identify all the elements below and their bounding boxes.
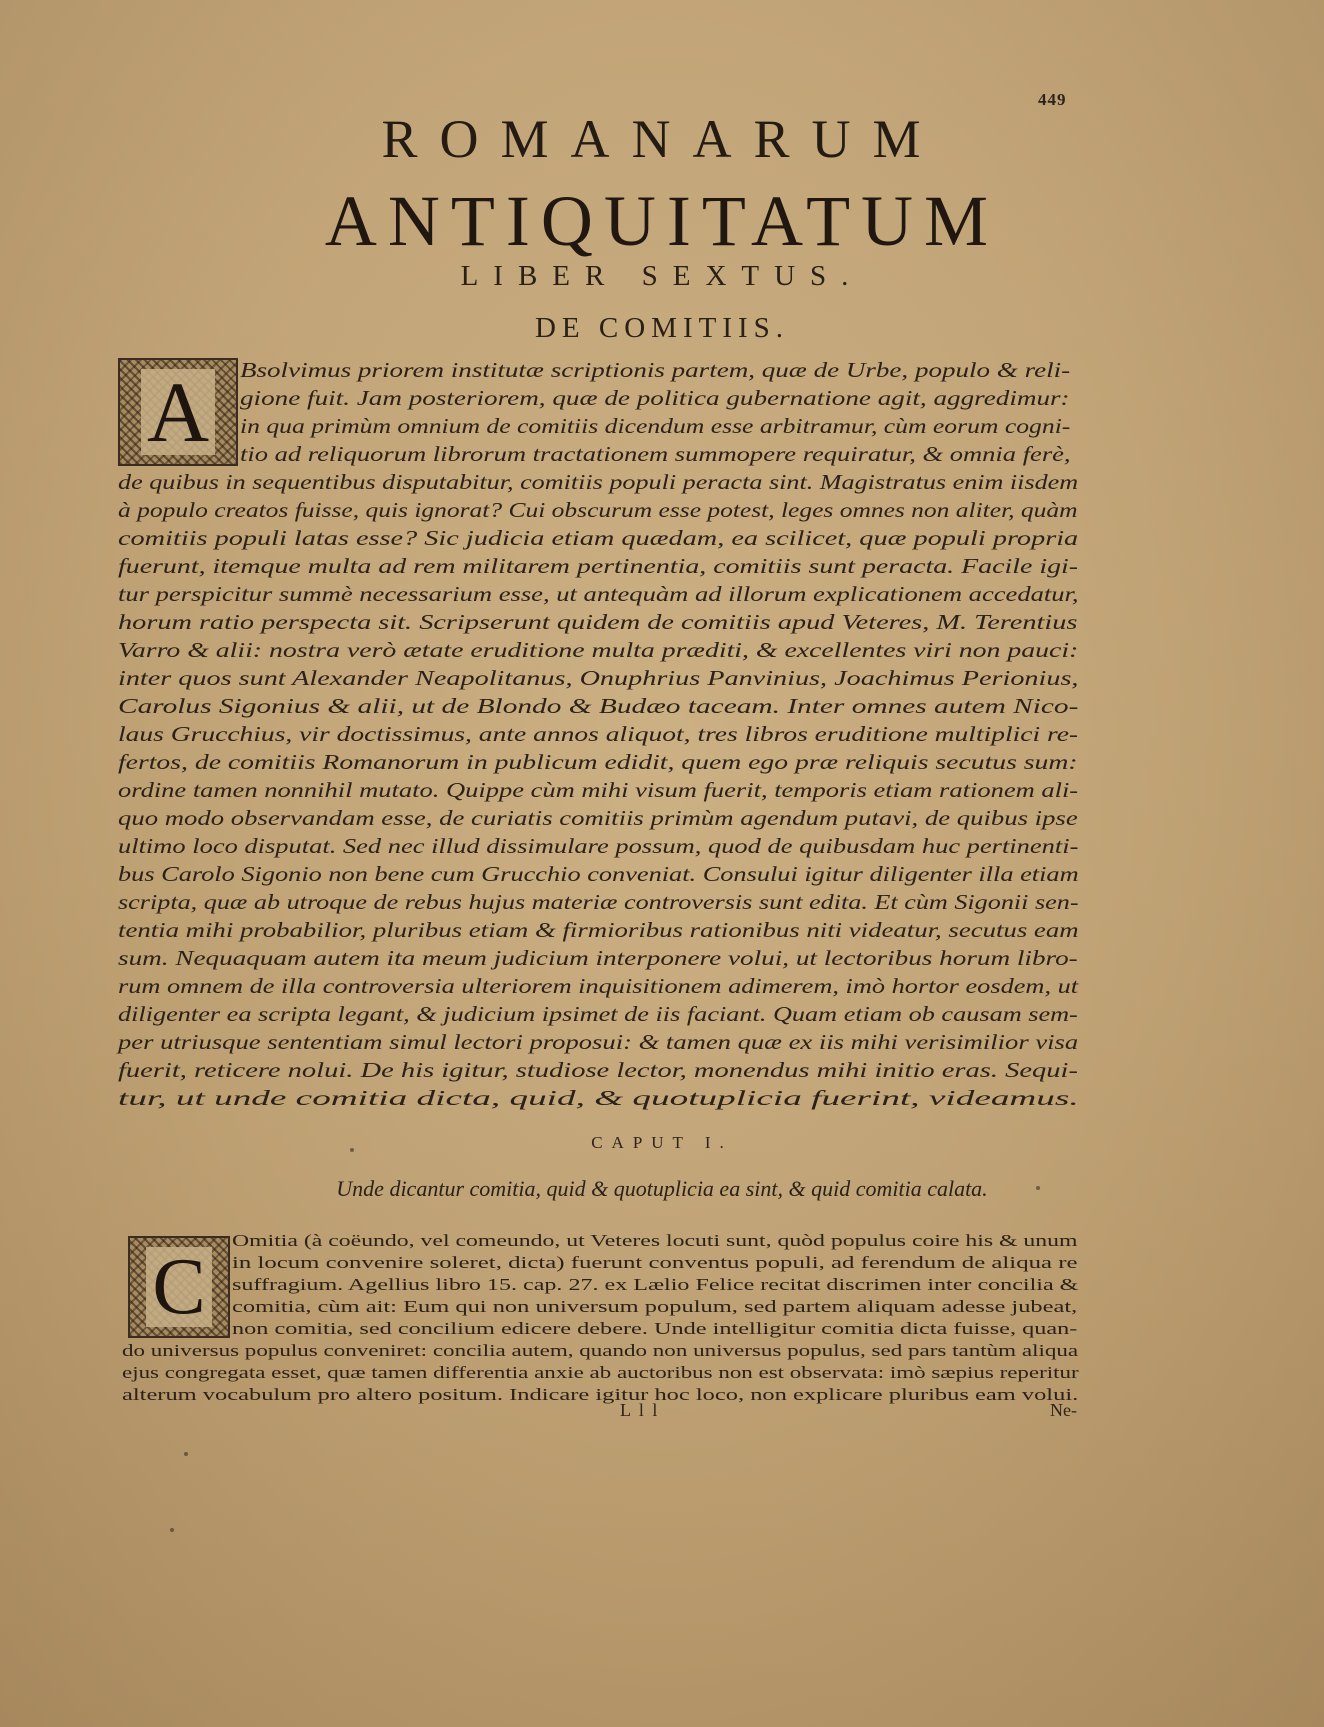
intro-line: horum ratio perspecta sit. Scripserunt quidem de comitiis apud Veteres, M. Terentius <box>118 610 1078 634</box>
intro-line: fuerit, reticere nolui. De his igitur, studiose lector, monendus mihi initio eras. Sequi- <box>118 1058 1078 1082</box>
chapter-subtitle: Unde dicantur comitia, quid & quotuplicia ea sint, & quid comitia calata. <box>336 1176 988 1201</box>
title-liber-sextus: LIBER SEXTUS. <box>460 260 864 292</box>
intro-line: fuerunt, itemque multa ad rem militarem pertinentia, comitiis sunt peracta. Facile igi- <box>118 554 1079 578</box>
title-de-comitiis: DE COMITIIS. <box>534 312 790 344</box>
intro-line: in qua primùm omnium de comitiis dicendum esse arbitramur, cùm eorum cogni- <box>240 414 1071 438</box>
intro-line: à populo creatos fuisse, quis ignorat? Cui obscurum esse potest, leges omnes non aliter, quàm <box>118 498 1078 522</box>
signature-mark: L l l <box>620 1400 660 1420</box>
ornamental-initial-c <box>128 1236 230 1338</box>
initial-letter: A <box>141 369 215 455</box>
title-romanarum: ROMANARUM <box>381 109 943 169</box>
chapter-heading: CAPUT I. <box>591 1133 733 1152</box>
paper-speck <box>350 1148 354 1152</box>
ornamental-initial-a <box>118 358 238 466</box>
intro-line: Varro & alii: nostra verò ætate eruditione multa præditi, & excellentes viri non pauci: <box>118 638 1079 662</box>
paper-speck <box>184 1452 188 1456</box>
intro-line: tio ad reliquorum librorum tractationem summopere requiratur, & omnia ferè, <box>240 442 1071 466</box>
intro-line: ultimo loco disputat. Sed nec illud dissimulare possum, quod de quibusdam huc pertinenti- <box>118 834 1079 858</box>
intro-line: inter quos sunt Alexander Neapolitanus, Onuphrius Panvinius, Joachimus Perionius, <box>118 666 1079 690</box>
chapter-line: do universus populus conveniret: concilia autem, quando non universus populus, sed pars tantùm aliqua <box>122 1341 1079 1360</box>
title-antiquitatum: ANTIQUITATUM <box>324 181 1000 261</box>
intro-line: laus Grucchius, vir doctissimus, ante annos aliquot, tres libros eruditione multiplici re- <box>118 722 1079 746</box>
intro-line: fertos, de comitiis Romanorum in publicum edidit, quem ego præ reliquis secutus sum: <box>118 750 1078 774</box>
intro-line: tentia mihi probabilior, pluribus etiam & firmioribus rationibus niti videatur, secutus eam <box>118 918 1079 942</box>
chapter-line: Omitia (à coëundo, vel comeundo, ut Veteres locuti sunt, quòd populus coire his & unum <box>232 1231 1078 1250</box>
intro-line: Bsolvimus priorem institutæ scriptionis partem, quæ de Urbe, populo & reli- <box>240 358 1071 382</box>
intro-line: per utriusque sententiam simul lectori proposui: & tamen quæ ex iis mihi verisimilior visa <box>118 1030 1079 1054</box>
paper-speck <box>1036 1186 1040 1190</box>
intro-line: ordine tamen nonnihil mutato. Quippe cùm mihi visum fuerit, temporis etiam rationem ali- <box>118 778 1079 802</box>
intro-line: Carolus Sigonius & alii, ut de Blondo & Budæo taceam. Inter omnes autem Nico- <box>118 694 1079 718</box>
intro-line: bus Carolo Sigonio non bene cum Grucchio conveniat. Consului igitur diligenter illa etiam <box>118 862 1079 886</box>
chapter-line: ejus congregata esset, quæ tamen differentia anxie ab auctoribus non est observata: imò sæpius reperitur <box>122 1363 1079 1382</box>
intro-line: diligenter ea scripta legant, & judicium ipsimet de iis faciant. Quam etiam ob causam sem- <box>118 1002 1078 1026</box>
page-number: 449 <box>1038 90 1067 109</box>
catchword: Ne- <box>1050 1400 1077 1420</box>
intro-line: de quibus in sequentibus disputabitur, comitiis populi peracta sint. Magistratus enim iisdem <box>118 470 1079 494</box>
intro-line: tur perspicitur summè necessarium esse, ut antequàm ad illorum explicationem accedatur, <box>118 582 1079 606</box>
chapter-line: in locum convenire soleret, dicta) fuerunt conventus populi, ad ferendum de aliqua re <box>232 1253 1078 1272</box>
intro-line: comitiis populi latas esse? Sic judicia etiam quædam, ea scilicet, quæ populi propria <box>118 526 1079 550</box>
chapter-line: alterum vocabulum pro altero positum. Indicare igitur hoc loco, non explicare pluribus eam volui. <box>122 1385 1079 1404</box>
paper-speck <box>170 1528 174 1532</box>
intro-line: quo modo observandam esse, de curiatis comitiis primùm agendum putavi, de quibus ipse <box>118 806 1078 830</box>
intro-line: tur, ut unde comitia dicta, quid, & quotuplicia fuerint, videamus. <box>118 1086 1079 1110</box>
chapter-line: suffragium. Agellius libro 15. cap. 27. ex Lælio Felice recitat discrimen inter concilia & <box>232 1275 1079 1294</box>
intro-line: gione fuit. Jam posteriorem, quæ de politica gubernatione agit, aggredimur: <box>240 386 1070 410</box>
intro-line: scripta, quæ ab utroque de rebus hujus materiæ controversis sunt edita. Et cùm Sigonii sen- <box>118 890 1079 914</box>
intro-line: sum. Nequaquam autem ita meum judicium interponere volui, ut lectoribus horum libro- <box>118 946 1078 970</box>
chapter-line: non comitia, sed concilium edicere debere. Unde intelligitur comitia dicta fuisse, quan- <box>232 1319 1078 1338</box>
intro-line: rum omnem de illa controversia ulteriorem inquisitionem adimerem, imò hortor eosdem, ut <box>118 974 1079 998</box>
chapter-line: comitia, cùm ait: Eum qui non universum populum, sed partem aliquam adesse jubeat, <box>232 1297 1078 1316</box>
initial-letter: C <box>146 1247 211 1327</box>
